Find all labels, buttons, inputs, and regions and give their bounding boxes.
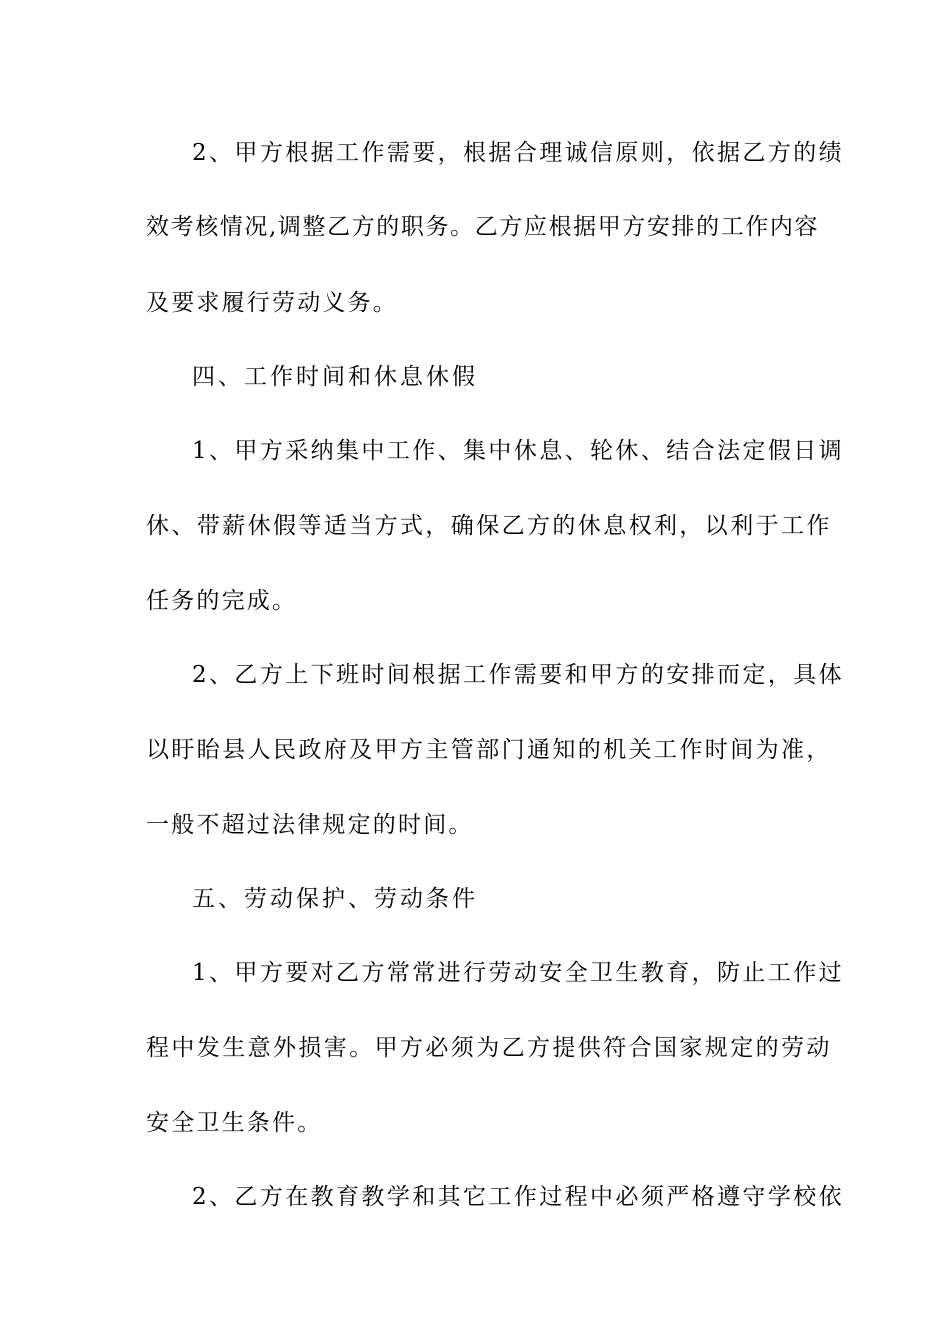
- paragraph-line: 程中发生意外损害。甲方必须为乙方提供符合国家规定的劳动: [146, 1035, 832, 1061]
- paragraph-line: 安全卫生条件。: [146, 1110, 323, 1136]
- paragraph-line: 2、乙方在教育教学和其它工作过程中必须严格遵守学校依: [192, 1184, 845, 1210]
- paragraph-line: 2、乙方上下班时间根据工作需要和甲方的安排而定，具体: [192, 662, 845, 688]
- paragraph-line: 1、甲方采纳集中工作、集中休息、轮休、结合法定假日调: [192, 438, 845, 464]
- section-heading: 四、工作时间和休息休假: [192, 364, 478, 390]
- paragraph-line: 1、甲方要对乙方常常进行劳动安全卫生教育，防止工作过: [192, 960, 845, 986]
- paragraph-line: 及要求履行劳动义务。: [146, 290, 398, 316]
- section-heading: 五、劳动保护、劳动条件: [192, 886, 478, 912]
- paragraph-line: 休、带薪休假等适当方式，确保乙方的休息权利，以利于工作: [146, 513, 832, 539]
- paragraph-line: 以盱眙县人民政府及甲方主管部门通知的机关工作时间为准，: [146, 737, 832, 763]
- paragraph-line: 任务的完成。: [146, 588, 298, 614]
- paragraph-line: 效考核情况,调整乙方的职务。乙方应根据甲方安排的工作内容: [146, 214, 820, 240]
- paragraph-line: 2、甲方根据工作需要，根据合理诚信原则，依据乙方的绩: [192, 140, 845, 166]
- paragraph-line: 一般不超过法律规定的时间。: [146, 812, 474, 838]
